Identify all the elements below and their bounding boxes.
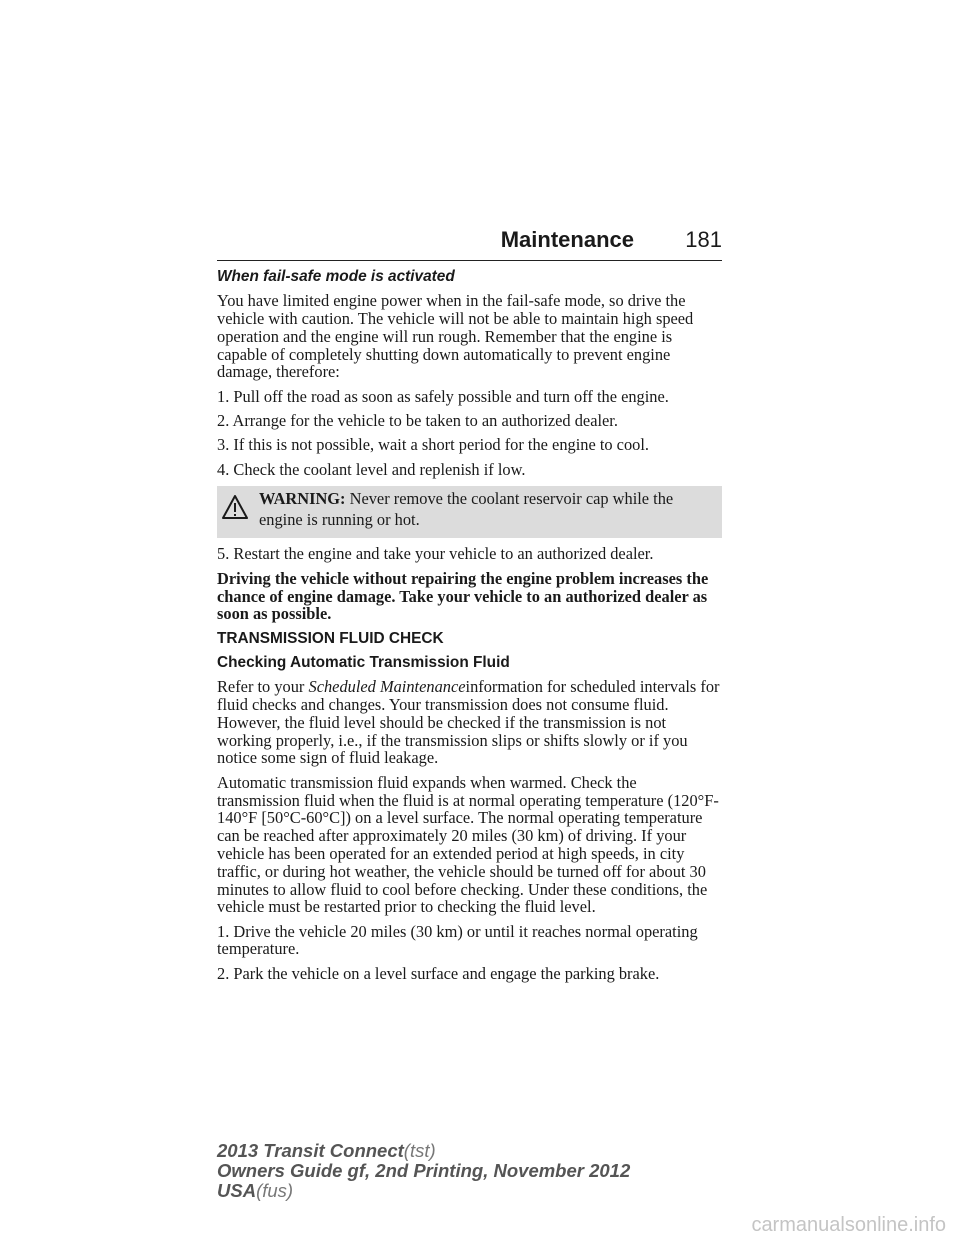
failsafe-step-2: 2. Arrange for the vehicle to be taken to an authorized dealer. (217, 411, 618, 431)
page-body (217, 268, 722, 989)
page-number: 181 (685, 227, 722, 252)
footer-line-2: Owners Guide gf, 2nd Printing, November 2012 (217, 1160, 631, 1181)
page-header (217, 227, 722, 263)
footer-model: 2013 Transit Connect (217, 1140, 404, 1161)
scheduled-maintenance-ref: Scheduled Maintenance (308, 677, 466, 697)
warning-triangle-icon (221, 494, 249, 520)
section-title: Maintenance (500, 227, 634, 252)
failsafe-heading: When fail-safe mode is activated (217, 268, 455, 285)
site-watermark: carmanualsonline.info (751, 1214, 946, 1236)
footer-line-3 (217, 1181, 630, 1201)
failsafe-bold-note: Driving the vehicle without repairing the engine problem increases the chance of engine damage. Take your vehicle to an authorized dealer as soon as possible. (217, 568, 709, 624)
failsafe-intro: You have limited engine power when in the fail-safe mode, so drive the vehicle with caution. The vehicle will not be able to maintain high speed operation and the engine will run rough. Remember that the engine is capable of completely shutting down automatically to prevent engine damage, therefore: (217, 291, 694, 382)
para1-suffix: information for scheduled intervals for fluid checks and changes. Your transmission does not consume fluid. However, the fluid level should be checked if the transmission is not working properly, i.e., if the transmission slips or shifts slowly or if you notice some sign of fluid leakage. (217, 677, 720, 768)
footer-line-1 (217, 1141, 630, 1161)
transmission-para-2: Automatic transmission fluid expands when warmed. Check the transmission fluid when the fluid is at normal operating temperature (120°F-140°F [50°C-60°C]) on a level surface. The normal operating temperature can be reached after approximately 20 miles (30 km) of driving. If your vehicle has been operated for an extended period at high speeds, in city traffic, or during hot weather, the vehicle should be turned off for about 30 minutes to allow fluid to cool before checking. Under these conditions, the vehicle must be restarted prior to checking the fluid level. (217, 772, 719, 917)
transmission-section-heading: TRANSMISSION FLUID CHECK (217, 629, 444, 647)
page-footer (217, 1141, 630, 1201)
header-divider (217, 260, 722, 261)
warning-text (259, 489, 714, 530)
warning-message: Never remove the coolant reservoir cap while the engine is running or hot. (259, 489, 674, 529)
warning-label: WARNING: (259, 489, 346, 509)
footer-market-code: (fus) (256, 1180, 294, 1201)
para1-prefix: Refer to your (217, 677, 309, 697)
transmission-step-2: 2. Park the vehicle on a level surface and engage the parking brake. (217, 963, 660, 983)
transmission-step-1: 1. Drive the vehicle 20 miles (30 km) or until it reaches normal operating temperature. (217, 921, 698, 959)
footer-market: USA (217, 1180, 257, 1201)
failsafe-step-5: 5. Restart the engine and take your vehicle to an authorized dealer. (217, 544, 654, 564)
warning-box (217, 486, 722, 538)
footer-model-code: (tst) (403, 1140, 436, 1161)
failsafe-step-3: 3. If this is not possible, wait a short period for the engine to cool. (217, 435, 649, 455)
failsafe-step-4: 4. Check the coolant level and replenish if low. (217, 459, 526, 479)
failsafe-step-1: 1. Pull off the road as soon as safely possible and turn off the engine. (217, 386, 669, 406)
transmission-para-1 (217, 678, 722, 767)
transmission-subheading: Checking Automatic Transmission Fluid (217, 653, 510, 671)
